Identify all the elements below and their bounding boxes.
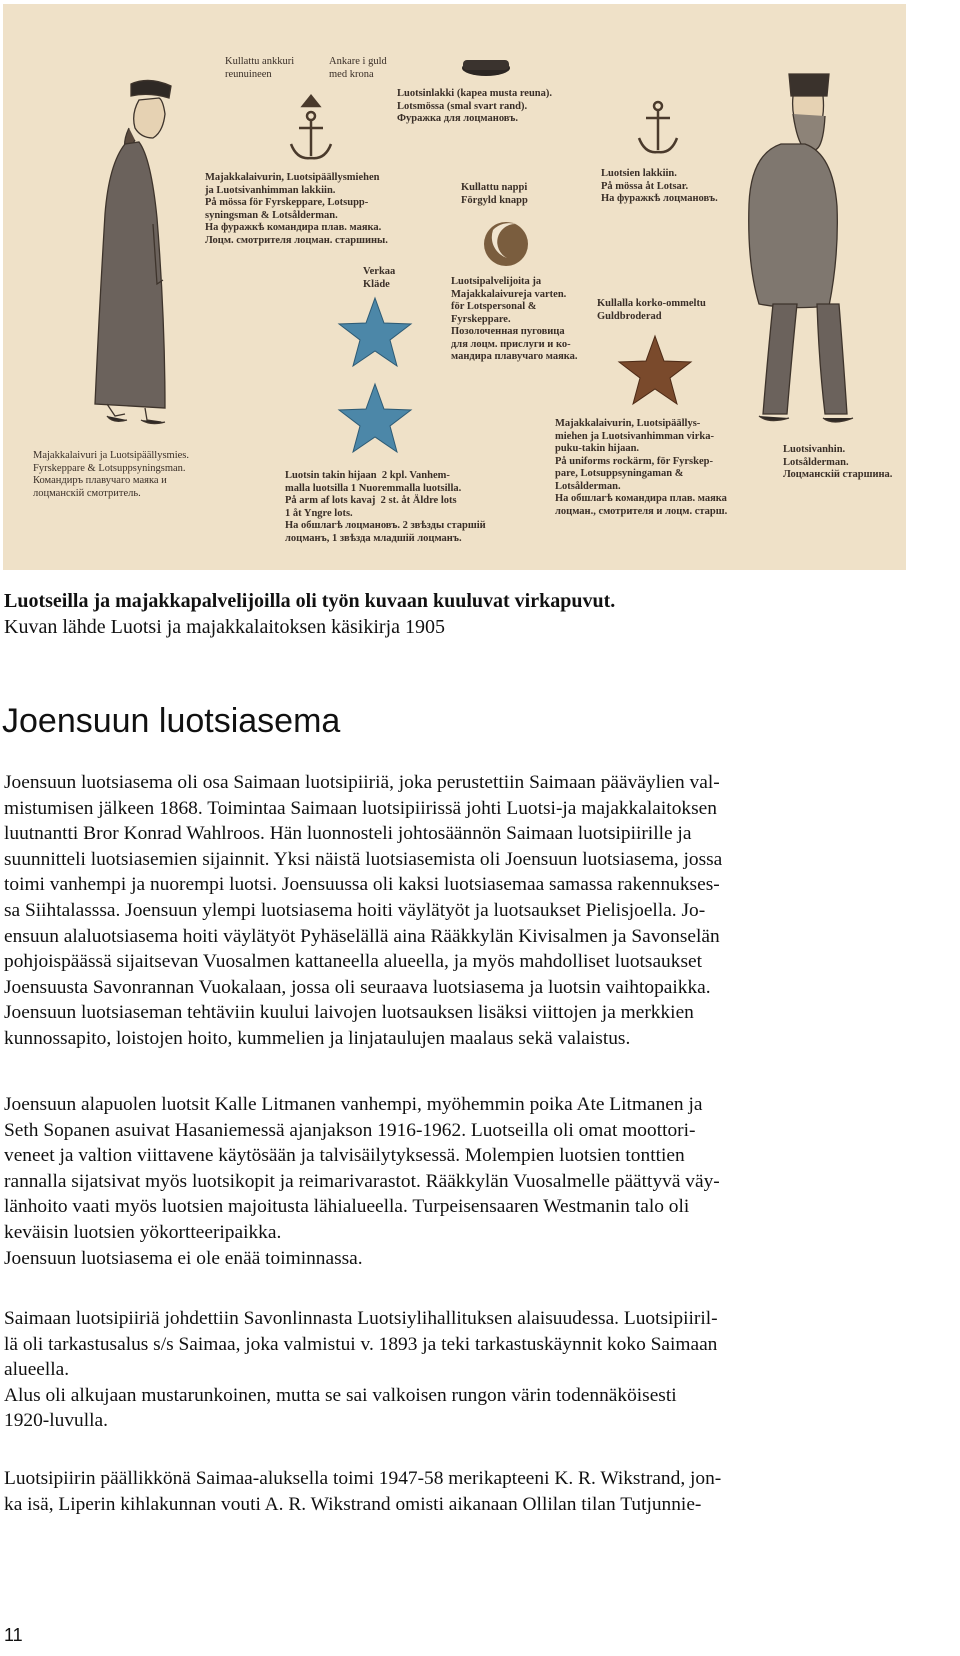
label-lighthouse-cap: Majakkalaivurin, Luotsipäällysmiehen ja Luotsivanhimman lakkiin. På mössa för Fyrskeppare, Lotsupp- syningsman & Lotsålderman. На фуражкѣ командира плав. маяка. Лоцм. смотрителя лоцман. старшины.	[205, 172, 388, 246]
gilt-button-drawing	[484, 222, 528, 266]
label-gold-embroidery: Kullalla korko-ommeltu Guldbroderad	[597, 298, 706, 322]
brown-star	[619, 336, 691, 404]
paragraph-1	[4, 770, 906, 1052]
paragraph-4	[4, 1466, 906, 1517]
figure-source: Kuvan lähde Luotsi ja majakkalaitoksen käsikirja 1905	[4, 616, 445, 638]
text-line: rannalla sijatsivat myös luotsikopit ja reimarivarastot. Rääkkylän Vuosalmelle päättyvä väy-	[4, 1170, 720, 1192]
label-gilt-anchor: Kullattu ankkuri reunuineen	[225, 56, 295, 80]
blue-star-upper	[339, 298, 411, 366]
text-line: lä oli tarkastusalus s/s Saimaa, joka valmistui v. 1893 ja teki tarkastuskäynnit koko Saimaan	[4, 1333, 718, 1355]
label-button-for: Luotsipalvelijoita ja Majakkalaivureja varten. för Lotspersonal & Fyrskeppare. Позолоченная пуговица для лоцм. прислуги и ко- мандира плавучаго маяка.	[451, 276, 578, 362]
text-line: ka isä, Liperin kihlakunnan vouti A. R. Wikstrand omisti aikanaan Ollilan tilan Tutjunnie-	[4, 1493, 702, 1515]
text-line: Joensuun luotsiaseman tehtäviin kuului laivojen luotsauksen lisäksi viittojen ja merkkien	[4, 1002, 694, 1024]
plain-anchor-drawing	[639, 102, 677, 152]
text-line: Seth Sopanen asuivat Hasaniemessä ajanjakson 1916-1962. Luotseilla oli omat moottori-	[4, 1119, 696, 1141]
section-title: Joensuun luotsiasema	[2, 702, 341, 740]
right-figure-drawing	[749, 74, 853, 422]
page-number: 11	[4, 1625, 23, 1645]
text-line: kunnossapito, loistojen hoito, kummelien ja linjataulujen maalaus sekä valaistus.	[4, 1027, 631, 1049]
text-line: alueella.	[4, 1359, 70, 1381]
text-line: keväisin luotsien yökortteeripaikka.	[4, 1221, 282, 1243]
label-anchor-crown: Ankare i guld med krona	[329, 56, 387, 80]
crowned-anchor-drawing	[291, 96, 331, 158]
left-figure-drawing	[95, 80, 171, 423]
label-pilot-cap: Luotsinlakki (kapea musta reuna). Lotsmössa (smal svart rand). Фуражка для лоцмановъ.	[397, 88, 553, 124]
text-line: Saimaan luotsipiiriä johdettiin Savonlinnasta Luotsiylihallituksen alaisuudessa. Luotsipiiril-	[4, 1308, 718, 1329]
uniform-illustration	[3, 4, 906, 570]
label-coat-stars: Luotsin takin hijaan 2 kpl. Vanhem- malla luotsilla 1 Nuoremmalla luotsilla. På arm af lots kavaj 2 st. åt Äldre lots 1 åt Yngre lots. На обшлагѣ лоцмановъ. 2 звѣзды старшій лоцманъ, 1 звѣзда младшій лоцманъ.	[285, 470, 486, 544]
blue-star-lower	[339, 384, 411, 452]
label-gilt-button: Kullattu nappi Förgyld knapp	[461, 182, 528, 206]
label-left-figure: Majakkalaivuri ja Luotsipäällysmies. Fyrskeppare & Lotsuppsyningsman. Командиръ плавучаго маяка и лоцманскій смотритель.	[33, 450, 190, 499]
text-line: 1920-luvulla.	[4, 1410, 108, 1432]
text-line: Joensuun luotsiasema ei ole enää toiminnassa.	[4, 1247, 363, 1269]
text-line: toimi vanhempi ja nuorempi luotsi. Joensuussa oli kaksi luotsiasemaa samassa rakennukses-	[4, 874, 720, 896]
pilot-cap-drawing	[462, 60, 510, 76]
text-line: sa Siihtalasssa. Joensuun ylempi luotsiasema hoiti väylätyöt ja luotsaukset Pielisjoella. Jo-	[4, 899, 706, 921]
label-sleeve-stars: Majakkalaivurin, Luotsipäällys- miehen ja Luotsivanhimman virka- puku-takin hijaan. På uniforms rockärm, för Fyrskep- pare, Lotsuppsyningaman & Lotsålderman. На обшлагѣ командира плав. маяка лоцман., смотрителя и лоцм. старш.	[555, 418, 728, 517]
figure-caption: Luotseilla ja majakkapalvelijoilla oli työn kuvaan kuuluvat virkapuvut.	[4, 590, 616, 612]
text-line: Alus oli alkujaan mustarunkoinen, mutta se sai valkoisen rungon värin todennäköisesti	[4, 1384, 677, 1406]
text-line: länhoito vaati myös luotsien majoitusta lähialueella. Turpeisensaaren Westmanin talo oli	[4, 1196, 690, 1218]
text-line: luutnantti Bror Konrad Wahlroos. Hän luonnosteli johtosäännön Saimaan luotsipiirille ja	[4, 823, 692, 845]
paragraph-3	[4, 1306, 906, 1434]
text-line: Luotsipiirin päällikkönä Saimaa-aluksella toimi 1947-58 merikapteeni K. R. Wikstrand, jon-	[4, 1468, 722, 1489]
text-line: Joensuusta Savonrannan Vuokalaan, jossa oli seuraava luotsiasema ja luotsin vaihtopaikka.	[4, 976, 711, 998]
text-line: ensuun alaluotsiasema hoiti väylätyöt Pyhäselällä aina Rääkkylän Kivisalmen ja Savonselän	[4, 925, 720, 947]
text-line: suunnitteli luotsiasemien sijainnit. Yksi näistä luotsiasemista oli Joensuun luotsiasema, jossa	[4, 848, 723, 870]
text-line: Joensuun alapuolen luotsit Kalle Litmanen vanhempi, myöhemmin poika Ate Litmanen ja	[4, 1094, 703, 1115]
text-line: Joensuun luotsiasema oli osa Saimaan luotsipiiriä, joka perustettiin Saimaan pääväylien val-	[4, 772, 720, 793]
label-cloth: Verkaa Kläde	[363, 266, 396, 290]
paragraph-2	[4, 1092, 906, 1271]
text-line: mistumisen jälkeen 1868. Toimintaa Saimaan luotsipiirissä johti Luotsi-ja majakkalaitoksen	[4, 797, 717, 819]
text-line: veneet ja valtion viittavene käytösään ja talvisäilytyksessä. Molempien luotsien tonttien	[4, 1145, 685, 1167]
text-line: pohjoispäässä sijaitsevan Vuosalmen kattaneella alueella, ja myös mahdolliset luotsaukset	[4, 951, 702, 973]
label-right-figure: Luotsivanhin. Lotsålderman. Лоцманскій старшина.	[783, 444, 893, 480]
label-pilots-cap: Luotsien lakkiin. På mössa åt Lotsar. На фуражкѣ лоцмановъ.	[601, 168, 718, 204]
